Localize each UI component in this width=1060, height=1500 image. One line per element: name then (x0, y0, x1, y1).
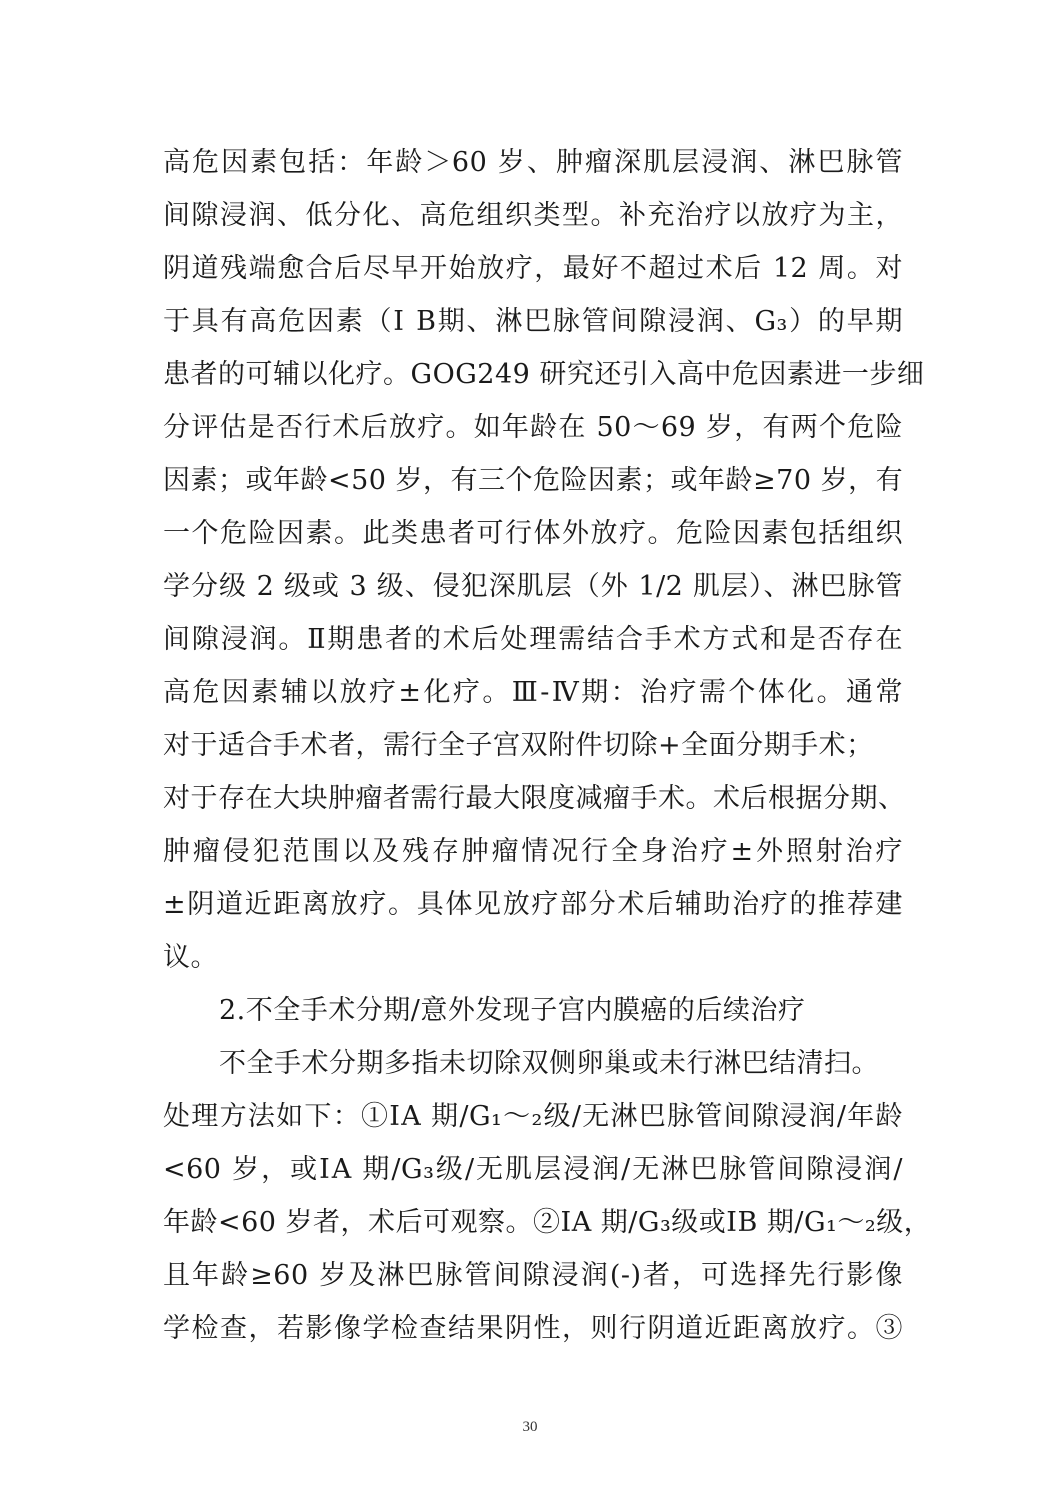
text-line: 年龄<60 岁者，术后可观察。②ⅠA 期/G₃级或ⅠB 期/G₁～₂级， (163, 1207, 932, 1238)
text-line: 且年龄≥60 岁及淋巴脉管间隙浸润(-)者，可选择先行影像 (163, 1260, 903, 1291)
text-line: 学检查，若影像学检查结果阴性，则行阴道近距离放疗。③ (163, 1313, 903, 1344)
text-line: 对于存在大块肿瘤者需行最大限度减瘤手术。术后根据分期、 (163, 783, 906, 814)
body-text (163, 136, 932, 1355)
text-line: 患者的可辅以化疗。GOG249 研究还引入高中危因素进一步细 (163, 359, 925, 390)
text-line: 学分级 2 级或 3 级、侵犯深肌层（外 1/2 肌层）、淋巴脉管 (163, 571, 903, 602)
text-line: 因素；或年龄<50 岁，有三个危险因素；或年龄≥70 岁，有 (163, 465, 904, 496)
text-line: 处理方法如下：①ⅠA 期/G₁～₂级/无淋巴脉管间隙浸润/年龄 (163, 1101, 903, 1132)
text-line: <60 岁，或ⅠA 期/G₃级/无肌层浸润/无淋巴脉管间隙浸润/ (163, 1154, 903, 1185)
text-line: 分评估是否行术后放疗。如年龄在 50～69 岁，有两个危险 (163, 412, 903, 443)
text-line: 高危因素包括：年龄＞60 岁、肿瘤深肌层浸润、淋巴脉管 (163, 147, 903, 178)
text-line: 高危因素辅以放疗±化疗。Ⅲ-Ⅳ期：治疗需个体化。通常 (163, 677, 903, 708)
text-line: 阴道残端愈合后尽早开始放疗，最好不超过术后 12 周。对 (163, 253, 903, 284)
section-heading: 2.不全手术分期/意外发现子宫内膜癌的后续治疗 (219, 995, 806, 1026)
text-line: 于具有高危因素（Ⅰ B期、淋巴脉管间隙浸润、G₃）的早期 (163, 306, 903, 337)
page-number: 30 (522, 1419, 538, 1435)
text-line: 间隙浸润。Ⅱ期患者的术后处理需结合手术方式和是否存在 (163, 624, 903, 655)
text-line: 间隙浸润、低分化、高危组织类型。补充治疗以放疗为主， (163, 200, 903, 231)
text-line: 不全手术分期多指未切除双侧卵巢或未行淋巴结清扫。 (219, 1048, 879, 1079)
text-line: 肿瘤侵犯范围以及残存肿瘤情况行全身治疗±外照射治疗 (163, 836, 903, 867)
text-line: 对于适合手术者，需行全子宫双附件切除+全面分期手术； (163, 730, 874, 761)
text-line: 议。 (163, 942, 218, 973)
text-line: ±阴道近距离放疗。具体见放疗部分术后辅助治疗的推荐建 (163, 889, 903, 920)
text-line: 一个危险因素。此类患者可行体外放疗。危险因素包括组织 (163, 518, 903, 549)
